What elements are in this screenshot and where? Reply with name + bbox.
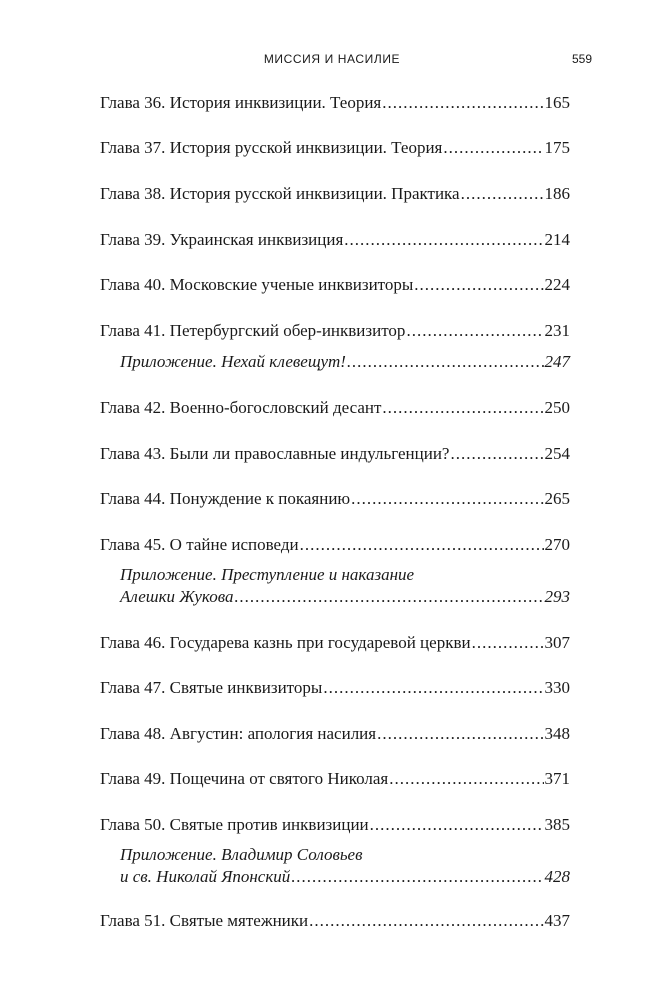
toc-entry-page: 247 <box>544 352 570 371</box>
toc-entry-page: 265 <box>544 489 570 508</box>
toc-entry-title: Глава 44. Понуждение к покаянию <box>100 489 351 508</box>
toc-entry-page: 330 <box>544 678 570 697</box>
toc-entry-chapter-45[interactable] <box>100 534 570 556</box>
toc-entry-page: 307 <box>544 633 570 652</box>
toc-entry-title: Глава 48. Августин: апология насилия <box>100 724 377 743</box>
toc-entry-page: 231 <box>544 321 570 340</box>
dot-leader <box>370 814 544 836</box>
toc-entry-title: Глава 36. История инквизиции. Теория <box>100 93 382 112</box>
toc-entry-title: Глава 43. Были ли православные индульгенции? <box>100 444 450 463</box>
toc-entry-title: Глава 47. Святые инквизиторы <box>100 678 323 697</box>
dot-leader <box>377 723 543 745</box>
toc-entry-appendix-1[interactable] <box>120 351 570 373</box>
dot-leader <box>443 137 543 159</box>
toc-entry-chapter-36[interactable] <box>100 92 570 114</box>
toc-entry-chapter-38[interactable] <box>100 183 570 205</box>
toc-entry-title: Глава 49. Пощечина от святого Николая <box>100 769 389 788</box>
running-head <box>0 52 664 72</box>
toc-entry-page: 437 <box>544 911 570 930</box>
toc-entry-title: Глава 41. Петербургский обер-инквизитор <box>100 321 406 340</box>
toc-entry-appendix-3[interactable] <box>120 844 570 888</box>
dot-leader <box>351 488 543 510</box>
dot-leader <box>323 677 543 699</box>
toc-entry-chapter-44[interactable] <box>100 488 570 510</box>
toc-entry-title: Глава 50. Святые против инквизиции <box>100 815 369 834</box>
toc-entry-title: Глава 40. Московские ученые инквизиторы <box>100 275 414 294</box>
toc-entry-page: 224 <box>544 275 570 294</box>
dot-leader <box>347 351 544 373</box>
toc-entry-title: Глава 38. История русской инквизиции. Практика <box>100 184 460 203</box>
dot-leader <box>382 397 543 419</box>
toc-entry-chapter-48[interactable] <box>100 723 570 745</box>
toc-entry-chapter-47[interactable] <box>100 677 570 699</box>
toc-entry-chapter-41[interactable] <box>100 320 570 342</box>
toc-entry-page: 254 <box>544 444 570 463</box>
toc-entry-chapter-37[interactable] <box>100 137 570 159</box>
toc-entry-chapter-50[interactable] <box>100 814 570 836</box>
toc-entry-page: 270 <box>544 535 570 554</box>
toc-entry-page: 371 <box>544 769 570 788</box>
toc-entry-chapter-42[interactable] <box>100 397 570 419</box>
toc-entry-page: 186 <box>544 184 570 203</box>
toc-entry-title-line-1: Приложение. Владимир Соловьев <box>120 845 363 864</box>
dot-leader <box>234 586 543 608</box>
toc-entry-page: 214 <box>544 230 570 249</box>
toc-entry-chapter-49[interactable] <box>100 768 570 790</box>
toc-entry-chapter-40[interactable] <box>100 274 570 296</box>
toc-entry-title: Приложение. Нехай клевещут! <box>120 352 346 371</box>
dot-leader <box>450 443 543 465</box>
toc-entry-title: Глава 46. Государева казнь при государевой церкви <box>100 633 471 652</box>
toc-entry-page: 293 <box>544 587 570 606</box>
toc-entry-appendix-2[interactable] <box>120 564 570 608</box>
toc-entry-chapter-51[interactable] <box>100 910 570 932</box>
dot-leader <box>344 229 543 251</box>
toc-entry-chapter-39[interactable] <box>100 229 570 251</box>
running-title: МИССИЯ И НАСИЛИЕ <box>263 52 401 66</box>
dot-leader <box>414 274 543 296</box>
toc-entry-page: 165 <box>544 93 570 112</box>
toc-entry-title: Глава 45. О тайне исповеди <box>100 535 299 554</box>
dot-leader <box>309 910 543 932</box>
page-number: 559 <box>571 52 592 66</box>
toc-entry-title-line-1: Приложение. Преступление и наказание <box>120 565 415 584</box>
toc-entry-title: Глава 39. Украинская инквизиция <box>100 230 344 249</box>
toc-entry-page: 175 <box>544 138 570 157</box>
toc-entry-title: Глава 42. Военно-богословский десант <box>100 398 382 417</box>
dot-leader <box>461 183 544 205</box>
toc-entry-title: Глава 51. Святые мятежники <box>100 911 309 930</box>
toc-entry-title: Глава 37. История русской инквизиции. Теория <box>100 138 443 157</box>
dot-leader <box>406 320 543 342</box>
dot-leader <box>472 632 544 654</box>
dot-leader <box>389 768 543 790</box>
dot-leader <box>291 866 543 888</box>
dot-leader <box>382 92 543 114</box>
toc-entry-chapter-46[interactable] <box>100 632 570 654</box>
toc-entry-page: 385 <box>544 815 570 834</box>
toc-entry-chapter-43[interactable] <box>100 443 570 465</box>
toc-entry-title: и св. Николай Японский <box>120 867 291 886</box>
toc-entry-page: 428 <box>544 867 570 886</box>
dot-leader <box>300 534 544 556</box>
toc-entry-title: Алешки Жукова <box>120 587 234 606</box>
toc-entry-page: 250 <box>544 398 570 417</box>
toc-entry-page: 348 <box>544 724 570 743</box>
